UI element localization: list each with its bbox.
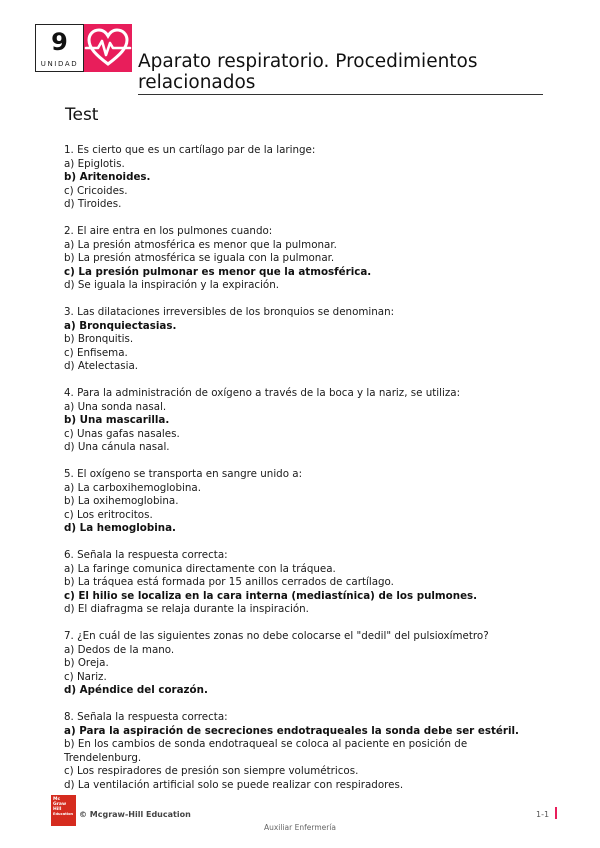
unit-label: UNIDAD <box>40 60 79 68</box>
answer-option: b) La tráquea está formada por 15 anillos cerrados de cartílago. <box>64 576 394 588</box>
question-2 <box>64 225 544 293</box>
page-number: 1-1 <box>536 810 550 819</box>
answer-option: c) Nariz. <box>64 670 107 683</box>
correct-answer-option: d) La hemoglobina. <box>64 522 176 534</box>
correct-answer-option: d) Apéndice del corazón. <box>64 684 208 696</box>
mcgraw-hill-logo <box>51 795 76 826</box>
question-stem: 6. Señala la respuesta correcta: <box>64 549 228 561</box>
answer-option: b) Bronquitis. <box>64 333 134 345</box>
answer-option: b) La oxihemoglobina. <box>64 495 179 507</box>
logo-text-mc: Mc <box>53 797 61 802</box>
document-title <box>138 51 538 93</box>
answer-option: d) Una cánula nasal. <box>64 441 170 453</box>
question-list <box>64 144 544 806</box>
question-stem: 2. El aire entra en los pulmones cuando: <box>64 225 273 237</box>
unit-number: 9 <box>51 28 68 56</box>
answer-option: c) Cricoides. <box>64 184 128 197</box>
answer-option: a) Epiglotis. <box>64 157 125 170</box>
answer-option: c) Los eritrocitos. <box>64 508 153 521</box>
question-stem: 4. Para la administración de oxígeno a través de la boca y la nariz, se utiliza: <box>64 387 461 399</box>
correct-answer-option: b) Aritenoides. <box>64 171 151 183</box>
answer-option: d) Se iguala la inspiración y la expiración. <box>64 279 280 291</box>
answer-option: b) En los cambios de sonda endotraqueal se coloca al paciente en posición de Trendelenburg. <box>64 738 468 764</box>
section-title: Test <box>65 105 99 125</box>
answer-option: a) Dedos de la mano. <box>64 643 175 656</box>
document-title-line-1: Aparato respiratorio. Procedimientos <box>138 51 478 72</box>
answer-option: b) La presión atmosférica se iguala con la pulmonar. <box>64 252 335 264</box>
footer-subject: Auxiliar Enfermería <box>263 823 337 832</box>
unit-badge <box>35 24 84 72</box>
logo-text-graw: Graw <box>53 802 67 807</box>
answer-option: b) Oreja. <box>64 657 109 669</box>
correct-answer-option: b) Una mascarilla. <box>64 414 170 426</box>
answer-option: a) La presión atmosférica es menor que la pulmonar. <box>64 238 337 251</box>
answer-option: d) Tiroides. <box>64 198 122 210</box>
question-stem: 8. Señala la respuesta correcta: <box>64 711 228 723</box>
answer-option: c) Enfisema. <box>64 346 128 359</box>
title-divider <box>138 94 543 95</box>
answer-option: d) Atelectasia. <box>64 360 139 372</box>
question-stem: 1. Es cierto que es un cartílago par de la laringe: <box>64 144 316 156</box>
question-1 <box>64 144 544 212</box>
correct-answer-option: a) Para la aspiración de secreciones endotraqueales la sonda debe ser estéril. <box>64 724 519 737</box>
question-4 <box>64 387 544 455</box>
question-stem: 7. ¿En cuál de las siguientes zonas no debe colocarse el "dedil" del pulsioxímetro? <box>64 630 489 642</box>
question-7 <box>64 630 544 698</box>
correct-answer-option: c) El hilio se localiza en la cara interna (mediastínica) de los pulmones. <box>64 589 478 602</box>
copyright-text: © Mcgraw-Hill Education <box>79 810 191 819</box>
correct-answer-option: a) Bronquiectasias. <box>64 319 177 332</box>
answer-option: d) La ventilación artificial solo se puede realizar con respiradores. <box>64 778 404 791</box>
question-3 <box>64 306 544 374</box>
page-number-accent-bar <box>555 807 557 819</box>
answer-option: c) Unas gafas nasales. <box>64 427 180 440</box>
correct-answer-option: c) La presión pulmonar es menor que la atmosférica. <box>64 265 372 278</box>
question-stem: 5. El oxígeno se transporta en sangre unido a: <box>64 468 303 480</box>
question-6 <box>64 549 544 617</box>
document-title-line-2: relacionados <box>138 72 256 93</box>
question-8 <box>64 711 544 792</box>
question-stem: 3. Las dilataciones irreversibles de los bronquios se denominan: <box>64 306 395 318</box>
answer-option: c) Los respiradores de presión son siempre volumétricos. <box>64 765 359 777</box>
logo-text-education: Education <box>53 812 74 816</box>
question-5 <box>64 468 544 536</box>
answer-option: a) La carboxihemoglobina. <box>64 481 201 494</box>
answer-option: a) La faringe comunica directamente con la tráquea. <box>64 562 336 575</box>
answer-option: a) Una sonda nasal. <box>64 400 167 413</box>
answer-option: d) El diafragma se relaja durante la inspiración. <box>64 603 309 615</box>
logo-text-hill: Hill <box>53 807 62 812</box>
heart-pulse-icon <box>84 24 132 72</box>
